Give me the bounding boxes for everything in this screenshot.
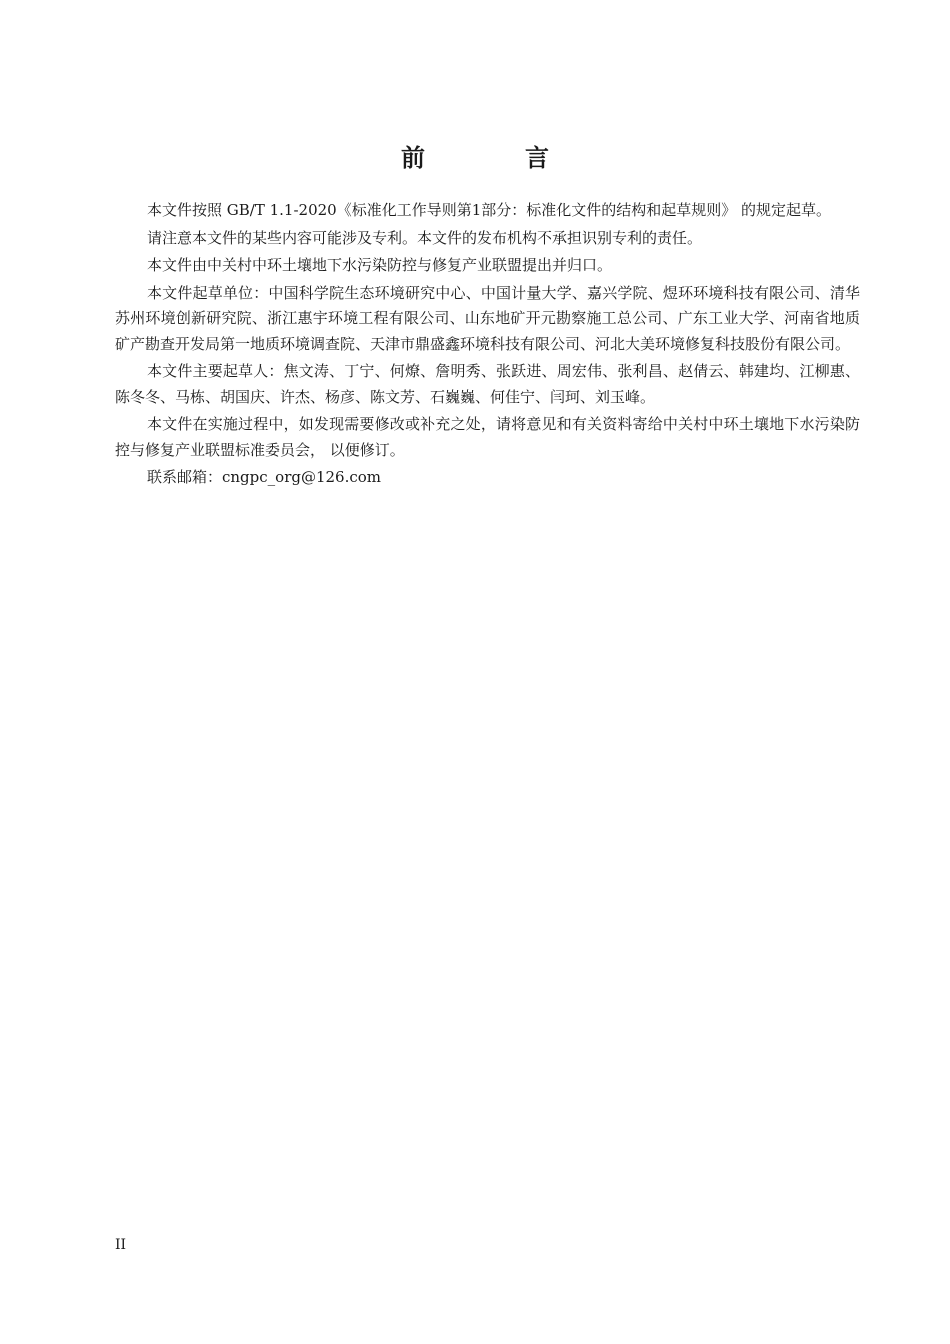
paragraph-drafting-units: 本文件起草单位：中国科学院生态环境研究中心、中国计量大学、嘉兴学院、煜环环境科技有限公司、清华苏州环境创新研究院、浙江惠宇环境工程有限公司、山东地矿开元勘察施工总公司、广东工业大学、河南省地质矿产勘查开发局第一地质环境调查院、天津市鼎盛鑫环境科技有限公司、河北大美环境修复科技股份有限公司。 [115,283,860,353]
paragraph-drafting-rules: 本文件按照 GB/T 1.1-2020《标准化工作导则第1部分：标准化文件的结构和起草规则》 的规定起草。 [147,201,832,219]
paragraph-contact-email: 联系邮箱：cngpc_org@126.com [147,468,382,486]
page-number: II [115,1237,127,1253]
paragraph-proposer: 本文件由中关村中环土壤地下水污染防控与修复产业联盟提出并归口。 [147,256,613,274]
foreword-body [115,198,860,493]
paragraph-patent-notice: 请注意本文件的某些内容可能涉及专利。本文件的发布机构不承担识别专利的责任。 [147,228,703,247]
paragraph-drafters: 本文件主要起草人：焦文涛、丁宁、何燎、詹明秀、张跃进、周宏伟、张利昌、赵倩云、韩建均、江柳惠、陈冬冬、马栋、胡国庆、许杰、杨彦、陈文芳、石巍巍、何佳宁、闫珂、刘玉峰。 [115,362,860,406]
foreword-title: 前 言 [401,144,587,172]
paragraph-feedback: 本文件在实施过程中，如发现需要修改或补充之处，请将意见和有关资料寄给中关村中环土壤地下水污染防控与修复产业联盟标准委员会， 以便修订。 [115,415,860,459]
